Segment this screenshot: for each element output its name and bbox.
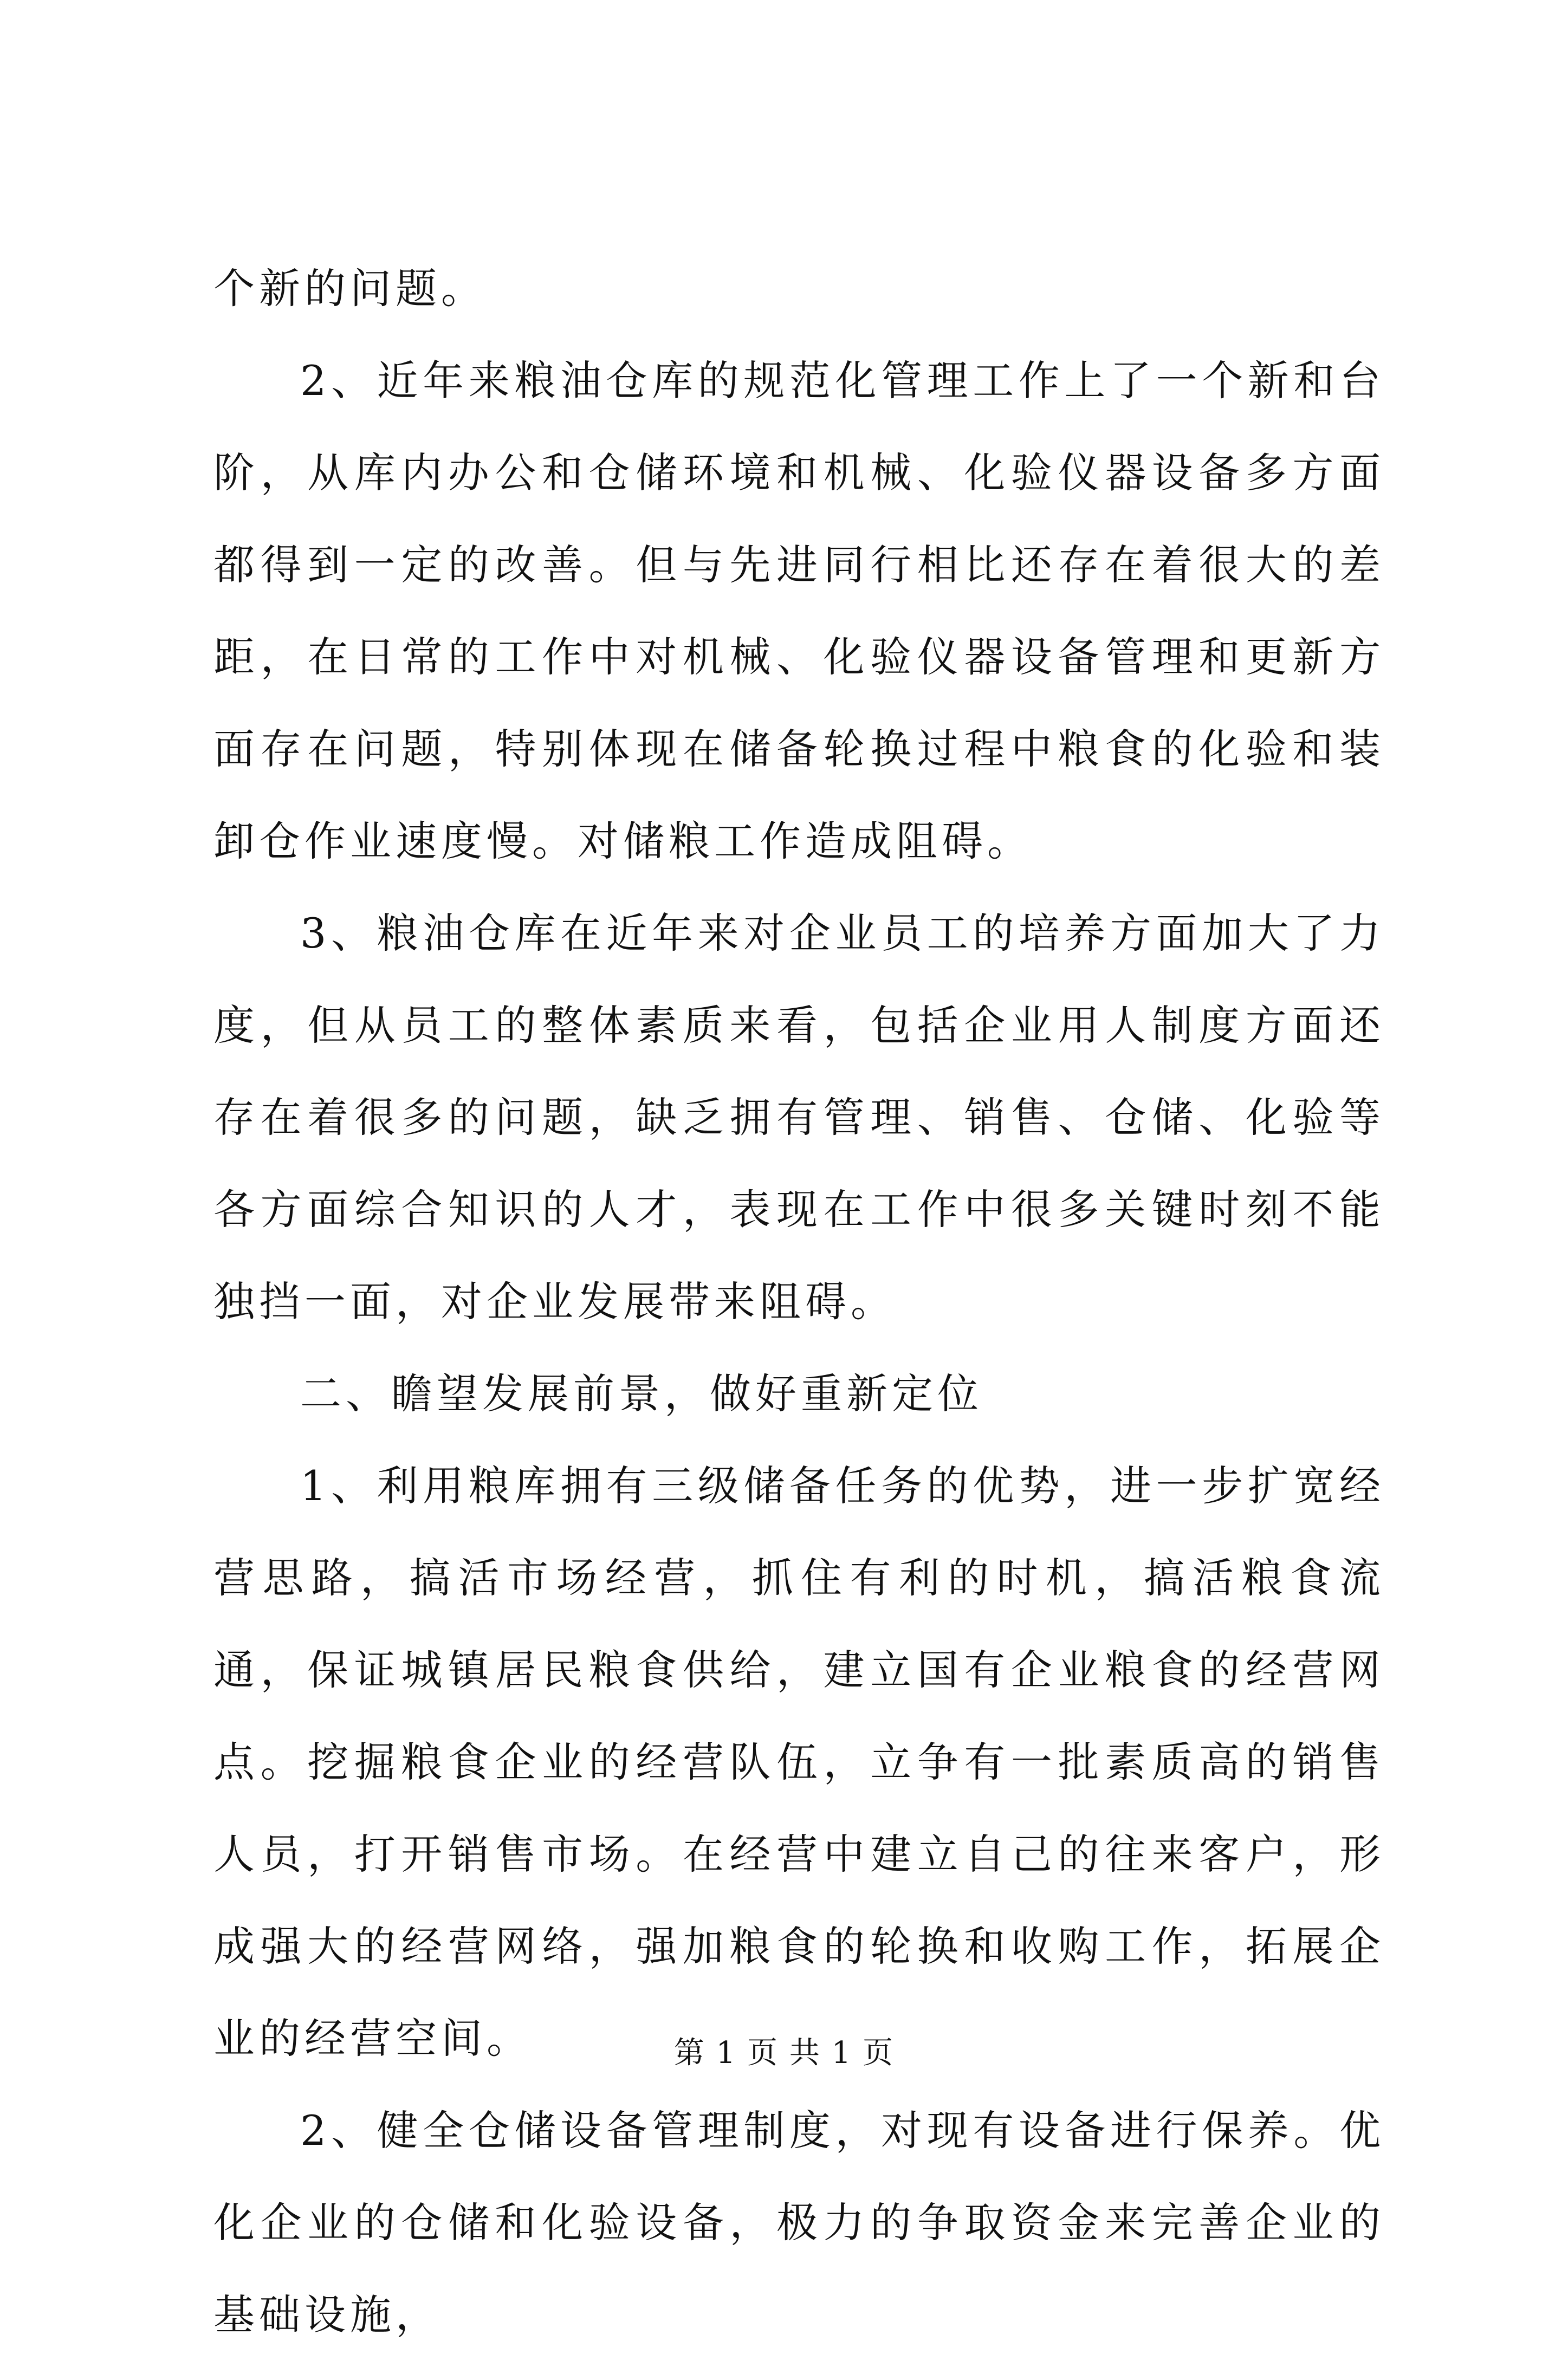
paragraph-5: 2、健全仓储设备管理制度，对现有设备进行保养。优化企业的仓储和化验设备，极力的争取资金来完善企业的基础设施，	[213, 2106, 1385, 2339]
paragraph-1: 个新的问题。	[213, 264, 487, 313]
section-heading: 二、瞻望发展前景，做好重新定位	[300, 1370, 983, 1418]
page-footer: 第 1 页 共 1 页	[673, 2035, 895, 2071]
paragraph-3: 3、粮油仓库在近年来对企业员工的培养方面加大了力度，但从员工的整体素质来看，包括企业用人制度方面还存在着很多的问题，缺乏拥有管理、销售、仓储、化验等各方面综合知识的人才，表现在工作中很多关键时刻不能独挡一面，对企业发展带来阻碍。	[213, 909, 1385, 1326]
paragraph-4: 1、利用粮库拥有三级储备任务的优势，进一步扩宽经营思路，搞活市场经营，抓住有利的时机，搞活粮食流通，保证城镇居民粮食供给，建立国有企业粮食的经营网点。挖掘粮食企业的经营队伍，立争有一批素质高的销售人员，打开销售市场。在经营中建立自己的往来客户，形成强大的经营网络，强加粮食的轮换和收购工作，拓展企业的经营空间。	[213, 1462, 1385, 2062]
paragraph-2: 2、近年来粮油仓库的规范化管理工作上了一个新和台阶，从库内办公和仓储环境和机械、化验仪器设备多方面都得到一定的改善。但与先进同行相比还存在着很大的差距，在日常的工作中对机械、化验仪器设备管理和更新方面存在问题，特别体现在储备轮换过程中粮食的化验和装卸仓作业速度慢。对储粮工作造成阻碍。	[213, 356, 1385, 865]
